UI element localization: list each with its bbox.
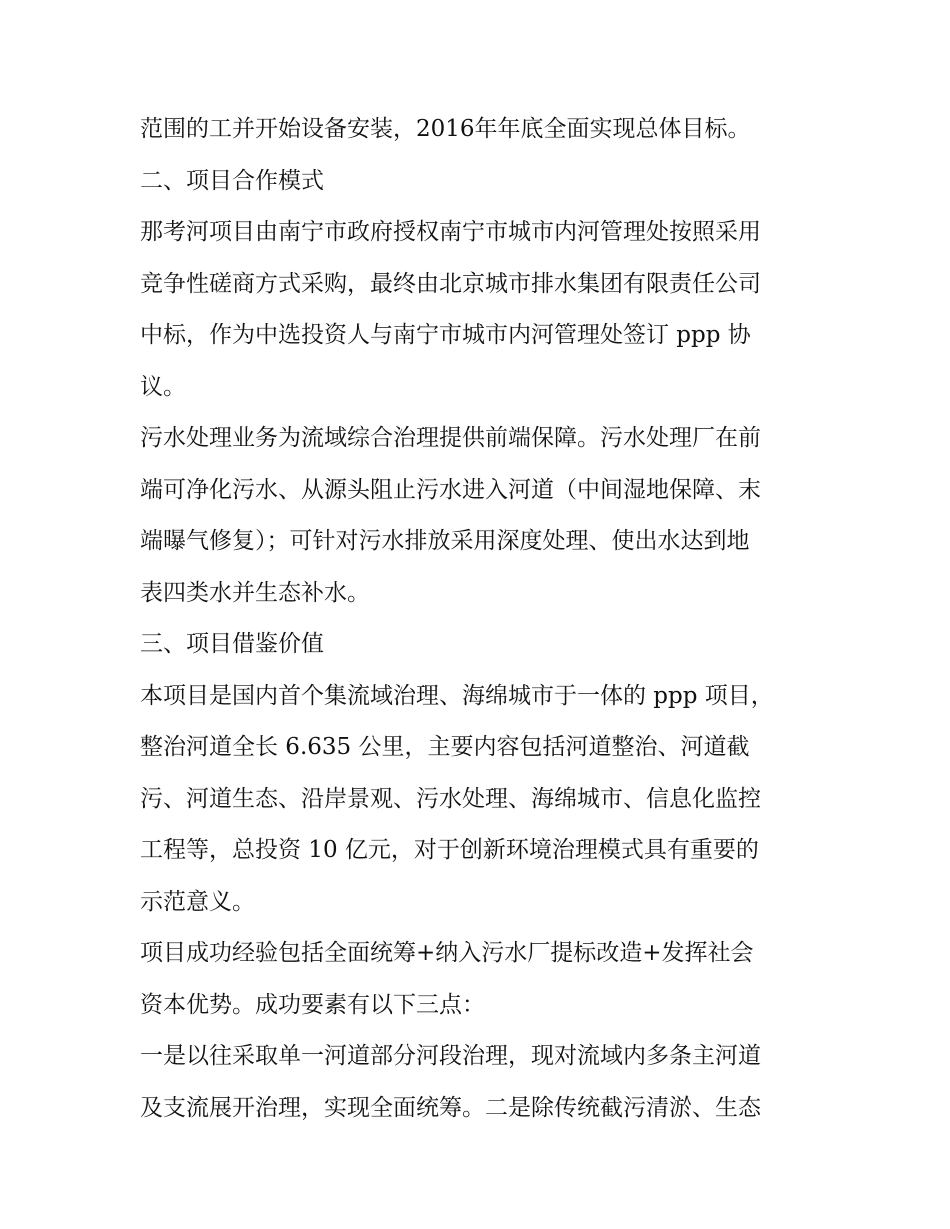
text-line: 污、河道生态、沿岸景观、污水处理、海绵城市、信息化监控 [140,785,761,812]
text-line: 一是以往采取单一河道部分河段治理，现对流域内多条主河道 [140,1043,761,1069]
text-line: 工程等，总投资 10 亿元，对于创新环境治理模式具有重要的 [140,837,759,863]
text-line: 表四类水并生态补水。 [140,579,370,606]
text-line: 本项目是国内首个集流域治理、海绵城市于一体的 ppp 项目， [140,682,774,709]
text-line: 那考河项目由南宁市政府授权南宁市城市内河管理处按照采用 [140,219,761,245]
text-line: 端曝气修复）；可针对污水排放采用深度处理、使出水达到地 [140,528,750,554]
text-line: 资本优势。成功要素有以下三点： [140,991,485,1018]
text-line: 中标，作为中选投资人与南宁市城市内河管理处签订 ppp 协 [140,322,751,348]
text-line: 端可净化污水、从源头阻止污水进入河道（中间湿地保障、末 [140,476,761,503]
text-line: 议。 [140,373,186,400]
section-heading-reference-value: 三、项目借鉴价值 [140,631,324,657]
text-line: 示范意义。 [140,888,255,915]
text-line: 及支流展开治理，实现全面统筹。二是除传统截污清淤、生态 [140,1094,761,1121]
text-line: 竞争性磋商方式采购，最终由北京城市排水集团有限责任公司 [140,270,761,297]
text-line: 范围的工并开始设备安装，2016年年底全面实现总体目标。 [140,116,751,142]
document-body [140,104,820,1134]
text-line: 整治河道全长 6.635 公里，主要内容包括河道整治、河道截 [140,734,750,760]
text-line: 项目成功经验包括全面统筹+纳入污水厂提标改造+发挥社会 [140,940,754,966]
section-heading-cooperation-model: 二、项目合作模式 [140,167,324,194]
text-line: 污水处理业务为流域综合治理提供前端保障。污水处理厂在前 [140,425,761,451]
